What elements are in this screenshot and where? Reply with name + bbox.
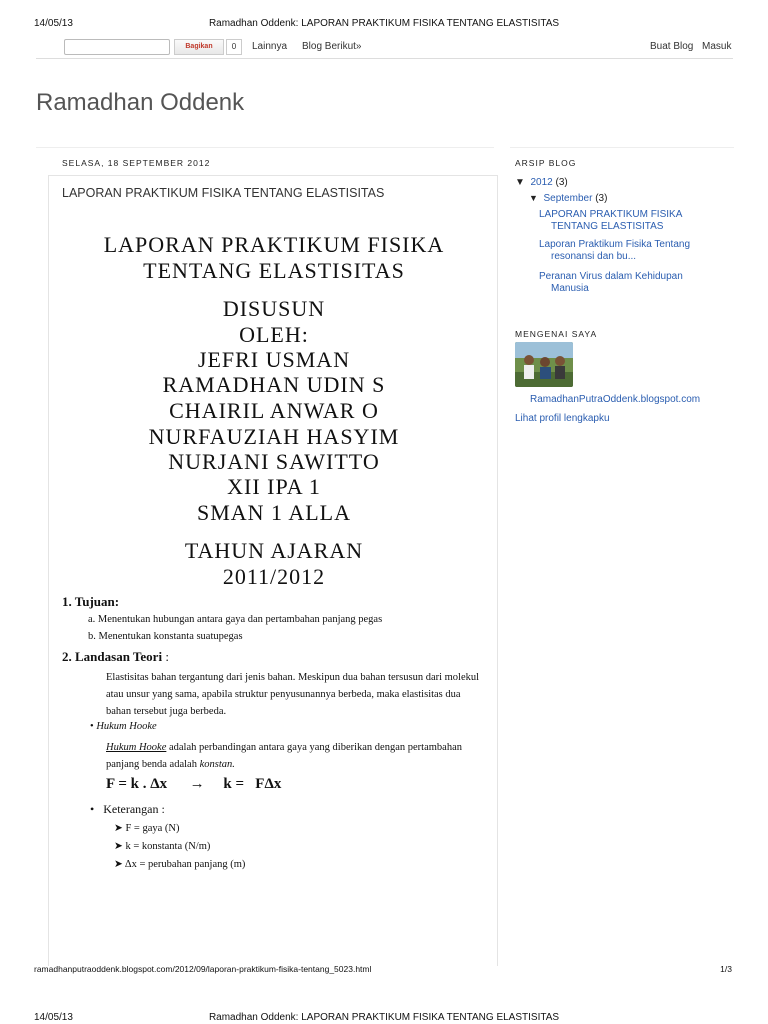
sub-bullet-item xyxy=(114,840,534,852)
print-date: 14/05/13 xyxy=(34,1012,73,1023)
cover-name: CHAIRIL ANWAR O xyxy=(169,398,379,423)
cover-class: XII IPA 1 xyxy=(227,474,321,499)
create-blog-link[interactable]: Buat Blog xyxy=(650,41,694,52)
archive-month-link[interactable]: September xyxy=(543,193,593,204)
bullet-item xyxy=(90,802,510,817)
arrow-bullet-icon: ➤ xyxy=(114,859,125,870)
divider xyxy=(510,147,734,148)
cover-name: JEFRI USMAN xyxy=(197,347,351,372)
sub-bullet-label: k = konstanta (N/m) xyxy=(125,841,211,852)
hooke-term: Hukum Hooke xyxy=(106,742,167,753)
cover-year: 2011/2012 xyxy=(222,564,326,589)
bullet-label: Hukum Hooke xyxy=(96,721,157,732)
share-count: 0 xyxy=(226,39,242,55)
triangle-down-icon[interactable]: ▼ xyxy=(515,177,525,188)
arrow-bullet-icon: ➤ xyxy=(114,841,126,852)
next-blog-link[interactable]: Blog Berikut» xyxy=(302,41,362,52)
blogger-navbar xyxy=(36,36,733,59)
cover-title-line2: TENTANG ELASTISITAS xyxy=(143,258,405,283)
cover-year-label: TAHUN AJARAN xyxy=(184,538,364,563)
more-link[interactable]: Lainnya xyxy=(252,41,288,52)
archive-post-link[interactable] xyxy=(539,239,729,263)
section-heading xyxy=(62,649,482,665)
list-item: b. Menentukan konstanta suatupegas xyxy=(88,631,243,642)
cover-school: SMAN 1 ALLA xyxy=(196,500,351,525)
archive-post-line: LAPORAN PRAKTIKUM FISIKA xyxy=(539,209,683,220)
sub-bullet-item xyxy=(114,822,534,834)
cover-disusun: DISUSUN xyxy=(222,296,326,321)
about-heading: MENGENAI SAYA xyxy=(515,329,598,339)
archive-month-count: (3) xyxy=(595,193,608,204)
paragraph xyxy=(106,739,488,773)
section-heading: 1. Tujuan: xyxy=(62,594,120,609)
post-date: SELASA, 18 SEPTEMBER 2012 xyxy=(62,158,211,168)
archive-post-link[interactable] xyxy=(539,271,729,295)
archive-post-line: Peranan Virus dalam Kehidupan xyxy=(539,271,683,282)
archive-month[interactable] xyxy=(529,193,607,204)
sub-bullet-label: Δx = perubahan panjang (m) xyxy=(124,859,246,870)
cover-name: NURJANI SAWITTO xyxy=(168,449,380,474)
search-input[interactable] xyxy=(64,39,170,55)
section-heading-colon: : xyxy=(162,649,169,664)
bullet-item xyxy=(90,721,510,732)
archive-year[interactable] xyxy=(515,177,568,188)
profile-name-link[interactable]: RamadhanPutraOddenk.blogspot.com xyxy=(530,394,701,405)
login-link[interactable]: Masuk xyxy=(702,41,732,52)
print-date: 14/05/13 xyxy=(34,18,73,29)
bullet-label: Keterangan : xyxy=(103,802,165,816)
profile-full-link[interactable]: Lihat profil lengkapku xyxy=(515,413,610,424)
sub-bullet-label: F = gaya (N) xyxy=(125,823,180,834)
page-number: 1/3 xyxy=(720,964,732,974)
bullet-dot-icon: • xyxy=(90,721,94,732)
section-heading-text: 2. Landasan Teori xyxy=(62,649,163,664)
cover-name: NURFAUZIAH HASYIM xyxy=(148,424,400,449)
cover-title-line1: LAPORAN PRAKTIKUM FISIKA xyxy=(103,232,445,257)
post-title[interactable]: LAPORAN PRAKTIKUM FISIKA TENTANG ELASTISITAS xyxy=(62,186,385,200)
triangle-down-icon[interactable]: ▼ xyxy=(529,193,538,203)
archive-year-link[interactable]: 2012 xyxy=(530,177,553,188)
page-url: ramadhanputraoddenk.blogspot.com/2012/09/laporan-praktikum-fisika-tentang_5023.html xyxy=(34,964,372,974)
avatar[interactable] xyxy=(515,342,573,387)
archive-post-line: resonansi dan bu... xyxy=(551,251,637,262)
print-title: Ramadhan Oddenk: LAPORAN PRAKTIKUM FISIKA TENTANG ELASTISITAS xyxy=(208,1012,560,1023)
bullet-dot-icon: • xyxy=(90,802,95,816)
arrow-bullet-icon: ➤ xyxy=(114,823,126,834)
hooke-konstan: konstan. xyxy=(199,759,235,770)
archive-heading: ARSIP BLOG xyxy=(515,158,577,168)
list-item: a. Menentukan hubungan antara gaya dan pertambahan panjang pegas xyxy=(88,614,383,625)
archive-post-line: Manusia xyxy=(551,283,589,294)
divider xyxy=(36,147,494,148)
archive-post-line: TENTANG ELASTISITAS xyxy=(551,221,664,232)
archive-post-link[interactable] xyxy=(539,209,729,233)
print-title: Ramadhan Oddenk: LAPORAN PRAKTIKUM FISIKA TENTANG ELASTISITAS xyxy=(208,18,560,29)
share-button[interactable]: Bagikan xyxy=(174,39,224,55)
cover-name: RAMADHAN UDIN S xyxy=(162,372,386,397)
archive-year-count: (3) xyxy=(555,177,568,188)
paragraph: Elastisitas bahan tergantung dari jenis bahan. Meskipun dua bahan tersusun dari molekul atau unsur yang sama, apabila struktur penyusunannya berbeda, maka elastisitas dua bahan tersebut juga berbeda. xyxy=(106,672,480,717)
formula: F = k . Δx → k = FΔx xyxy=(106,776,282,792)
archive-post-line: Laporan Praktikum Fisika Tentang xyxy=(539,239,691,250)
cover-oleh: OLEH: xyxy=(239,322,309,347)
hooke-text: adalah perbandingan antara gaya yang diberikan dengan pertambahan panjang benda adalah xyxy=(106,742,462,770)
blog-title[interactable]: Ramadhan Oddenk xyxy=(36,89,245,116)
sub-bullet-item xyxy=(114,858,534,870)
